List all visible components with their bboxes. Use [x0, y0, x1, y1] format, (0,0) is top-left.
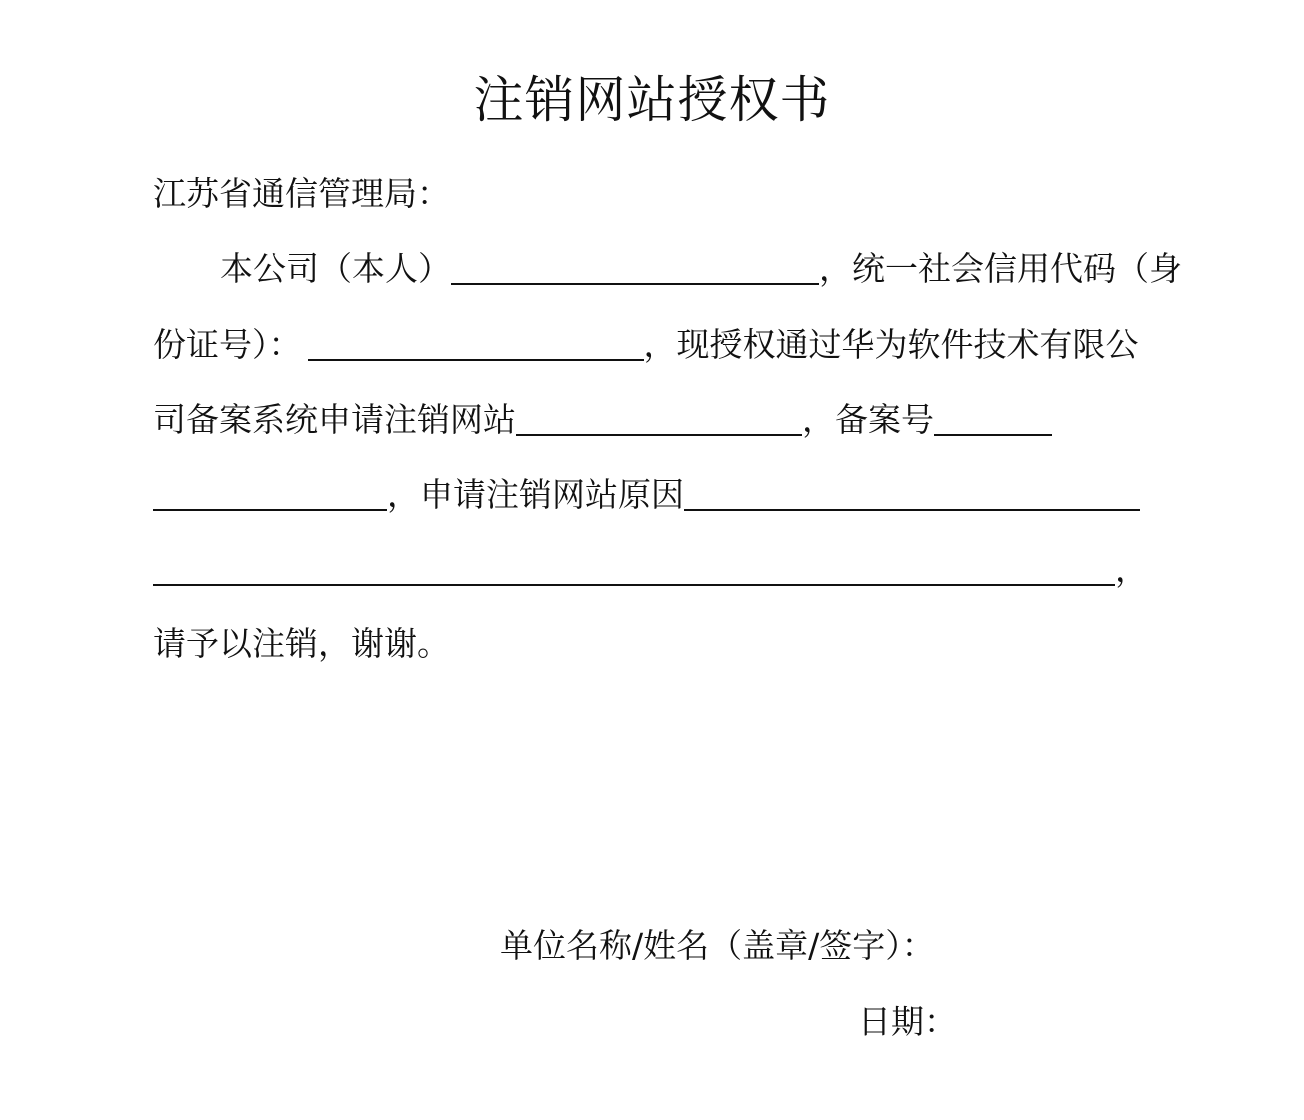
paragraph-line-4 — [153, 473, 1140, 517]
date-label: 日期： — [858, 1002, 957, 1041]
signature-label: 单位名称/姓名（盖章/签字）： — [500, 926, 935, 965]
document-title: 注销网站授权书 — [473, 71, 831, 129]
addressee: 江苏省通信管理局： — [153, 174, 450, 213]
addressee-line — [153, 172, 450, 216]
company-name-blank[interactable] — [451, 249, 819, 285]
paragraph-line-3 — [153, 398, 1052, 442]
authorization-text: ，现授权通过华为软件技术有限公 — [643, 325, 1139, 364]
closing-line — [153, 622, 450, 666]
record-number-label: ，备案号 — [802, 400, 934, 439]
record-number-blank-b[interactable] — [153, 475, 387, 511]
reason-blank-a[interactable] — [684, 475, 1140, 511]
id-number-blank[interactable] — [308, 325, 644, 361]
reason-blank-b[interactable] — [153, 550, 1115, 586]
record-number-blank-a[interactable] — [934, 400, 1052, 436]
paragraph-line-1 — [220, 247, 1182, 291]
reason-label: ，申请注销网站原因 — [387, 475, 684, 514]
paragraph-line-5 — [153, 548, 1148, 592]
paragraph-line-2 — [153, 323, 1139, 367]
website-blank[interactable] — [516, 400, 802, 436]
credit-code-label: ，统一社会信用代码（身 — [819, 249, 1182, 288]
website-label: 司备案系统申请注销网站 — [153, 400, 516, 439]
closing-text: 请予以注销，谢谢。 — [153, 624, 450, 663]
company-label: 本公司（本人） — [220, 249, 451, 288]
reason-end-comma: ， — [1115, 550, 1148, 589]
id-number-label: 份证号）： — [153, 325, 302, 364]
